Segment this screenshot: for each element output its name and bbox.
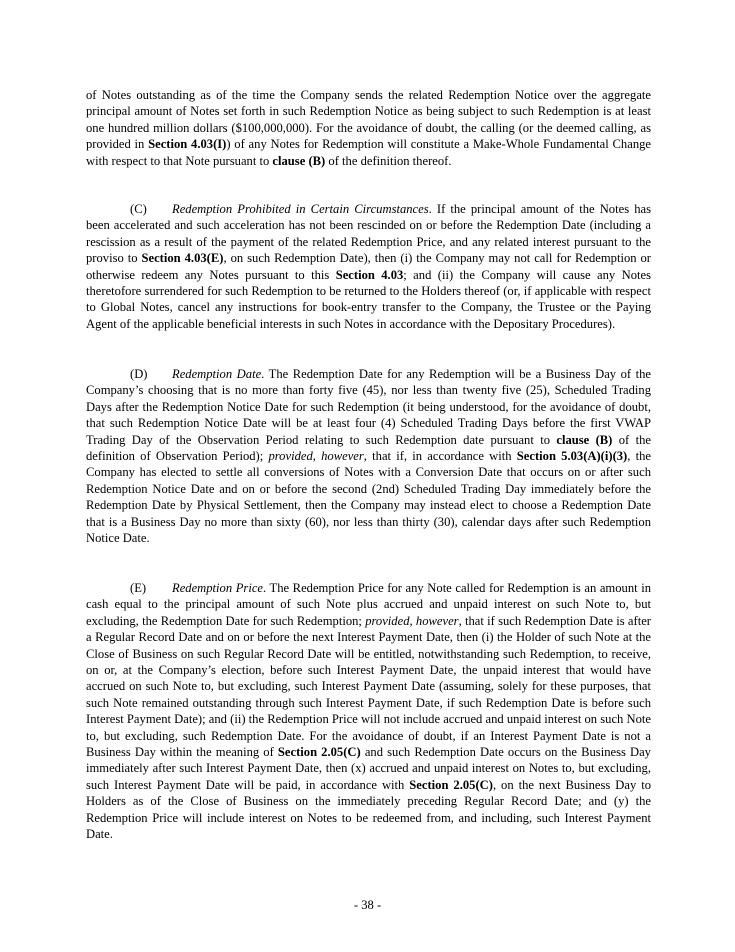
text: , the Company has elected to settle all conversions of Notes with a Conversion Date that occurs on or after such Redemption Notice Date and on or before the second (2nd) Scheduled Trading Day immediately before the Redemption Date by Physical Settlement, then the Company may instead elect to choose a Redemption Date that is a Business Day no more than sixty (60), nor less than thirty (30), calendar days after such Redemption Notice Date. bbox=[86, 449, 651, 546]
text: of the definition of Observation Period); bbox=[86, 432, 651, 464]
proviso-text: provided, however bbox=[268, 449, 364, 464]
paragraph-heading: Redemption Prohibited in Certain Circumstances bbox=[172, 202, 429, 216]
paragraph-heading: Redemption Date bbox=[172, 367, 262, 381]
paragraph-continuation bbox=[86, 87, 651, 169]
section-reference: Section 2.05(C) bbox=[277, 745, 361, 760]
proviso-text: provided, however bbox=[365, 613, 459, 628]
section-reference: Section 4.03(E) bbox=[141, 251, 224, 266]
section-reference: Section 4.03 bbox=[335, 267, 404, 282]
text: , that if such Redemption Date is after a Regular Record Date and on or before the next Interest Payment Date, then (i) the Holder of such Note at the Close of Business on such Regular Record Date will be entitled, notwithstanding such Redemption, to receive, on or, at the Company’s election, before such Interest Payment Date, the unpaid interest that would have accrued on such Note to, but excluding, such Interest Payment Date (assuming, solely for these purposes, that such Note remained outstanding through such Interest Payment Date, if such Redemption Date is before such Interest Payment Date); and (ii) the Redemption Price will not include accrued and unpaid interest on such Note to, but excluding, such Redemption Date. For the avoidance of doubt, if an Interest Payment Date is not a Business Day within the meaning of bbox=[86, 613, 651, 760]
clause-reference: clause (B) bbox=[272, 153, 326, 168]
text: , on the next Business Day to Holders as of the Close of Business on the immediately preceding Regular Record Date; and (y) the Redemption Price will include interest on Notes to be redeemed from, and including, such Interest Payment Date. bbox=[86, 777, 651, 842]
text: of Notes outstanding as of the time the Company sends the related Redemption Notice over the aggregate principal amount of Notes set forth in such Redemption Notice as being subject to such Redemption is at least one hundred million dollars ($100,000,000). For the avoidance of doubt, the calling (or the deemed calling, as provided in bbox=[86, 88, 651, 152]
text: , on such Redemption Date), then (i) the Company may not call for Redemption or otherwise redeem any Notes pursuant to this bbox=[86, 251, 652, 282]
text: of the definition thereof. bbox=[325, 153, 452, 168]
paragraph-c bbox=[86, 201, 651, 332]
text: , that if, in accordance with bbox=[363, 449, 517, 464]
section-reference: Section 5.03(A)(i)(3) bbox=[516, 449, 628, 464]
paragraph-e bbox=[86, 580, 651, 843]
section-reference: Section 4.03(I) bbox=[148, 137, 227, 152]
paragraph-label: (D) bbox=[130, 367, 148, 381]
paragraph-label: (C) bbox=[130, 202, 147, 216]
page-number: - 38 - bbox=[353, 898, 382, 912]
text: and such Redemption Date occurs on the Business Day immediately after such Interest Payment Date, then (x) accrued and unpaid interest on Notes to, but excluding, such Interest Payment Date will be paid, in accordance with bbox=[86, 745, 651, 792]
paragraph-heading: Redemption Price bbox=[172, 581, 264, 595]
paragraph-label: (E) bbox=[130, 581, 147, 595]
text: . If the principal amount of the Notes has been accelerated and such acceleration has not been rescinded on or before the Redemption Date (including a rescission as a result of the payment of the related Redemption Price, and any related interest pursuant to the proviso to bbox=[86, 202, 651, 266]
text: ) of any Notes for Redemption will constitute a Make-Whole Fundamental Change with respect to that Note pursuant to bbox=[86, 137, 651, 168]
text: . The Redemption Date for any Redemption will be a Business Day of the Company’s choosing that is no more than forty five (45), nor less than twenty five (25), Scheduled Trading Days after the Redemption Notice Date for such Redemption (it being understood, for the avoidance of doubt, that such Redemption Notice Date will be at least four (4) Scheduled Trading Days before the first VWAP Trading Day of the Observation Period relating to such Redemption date pursuant to bbox=[86, 367, 652, 447]
clause-reference: clause (B) bbox=[556, 432, 613, 447]
text: . The Redemption Price for any Note called for Redemption is an amount in cash equal to the principal amount of such Note plus accrued and unpaid interest on such Note to, but excluding, the Redemption Date for such Redemption; bbox=[86, 581, 651, 628]
text: ; and (ii) the Company will cause any Notes theretofore surrendered for such Redemption to be returned to the Holders thereof (or, if applicable with respect to Global Notes, cancel any instructions for book-entry transfer to the Company, the Trustee or the Paying Agent of the applicable beneficial interests in such Notes in accordance with the Depositary Procedures). bbox=[86, 267, 651, 331]
section-reference: Section 2.05(C) bbox=[409, 777, 493, 792]
paragraph-d bbox=[86, 366, 651, 546]
